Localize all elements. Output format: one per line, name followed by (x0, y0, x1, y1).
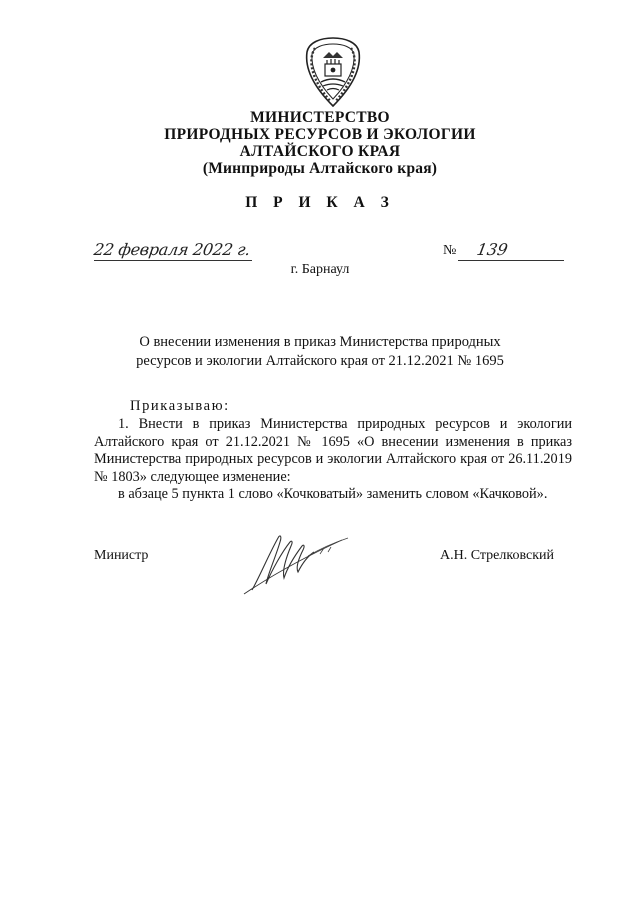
subject-line2: ресурсов и экологии Алтайского края от 21.12.2021 № 1695 (136, 353, 504, 369)
body-paragraph-1: 1. Внести в приказ Министерства природных ресурсов и экологии Алтайского края от 21.12.2021 № 1695 «О внесении изменения в приказ Министерства природных ресурсов и экологии Алтайского края от 26.11.2019 № 1803» следующее изменение: (94, 416, 572, 485)
date-handwritten: 22 февраля 2022 г. (92, 240, 252, 259)
number-underline (458, 260, 564, 261)
org-name-line3: АЛТАЙСКОГО КРАЯ (239, 143, 401, 160)
org-short-name: (Минприроды Алтайского края) (202, 160, 438, 177)
city: г. Барнаул (290, 262, 350, 277)
document-subject (0, 333, 640, 371)
signer-name: А.Н. Стрелковский (440, 548, 554, 563)
signature-icon (238, 526, 358, 596)
document-type: П Р И К А З (245, 194, 395, 211)
date-underline (94, 260, 252, 261)
subject-line1: О внесении изменения в приказ Министерства природных (139, 334, 501, 350)
coat-of-arms-icon (301, 36, 365, 108)
body-paragraph-2: в абзаце 5 пункта 1 слово «Кочковатый» заменить словом «Качковой». (118, 486, 548, 502)
org-name-line1: МИНИСТЕРСТВО (250, 109, 390, 126)
document-body (94, 416, 572, 504)
order-word: Приказываю: (130, 398, 230, 414)
org-name-line2: ПРИРОДНЫХ РЕСУРСОВ И ЭКОЛОГИИ (164, 126, 476, 143)
number-label: № (443, 243, 457, 258)
number-handwritten: 139 (475, 240, 510, 259)
signer-position: Министр (94, 548, 149, 563)
